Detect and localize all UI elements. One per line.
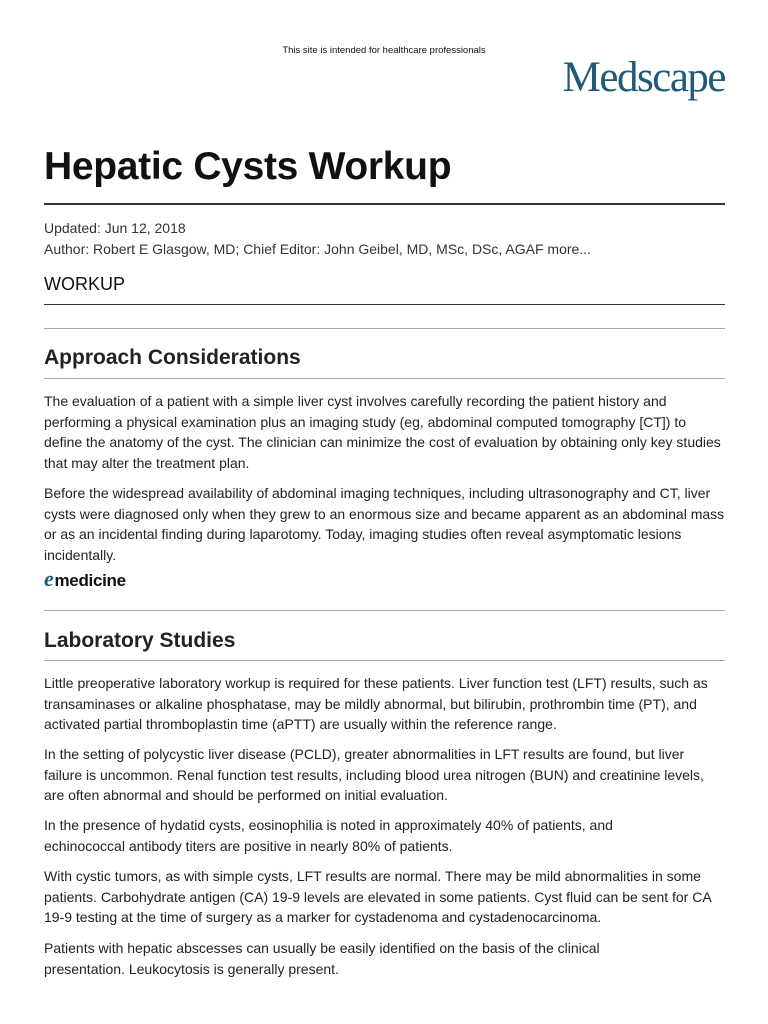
- logo-part-scape: scape: [637, 54, 725, 101]
- professional-notice: This site is intended for healthcare professionals: [282, 45, 486, 56]
- approach-paragraph: Before the widespread availability of abdominal imaging techniques, including ultrasonography and CT, liver cysts were diagnosed only when they grew to an enormous size and became apparent as an abdominal mass or as an incidental finding during laparotomy. Today, imaging studies often reveal asymptomatic lesions incidentally.: [44, 485, 725, 563]
- more-authors-link[interactable]: more...: [547, 241, 591, 257]
- section-label: WORKUP: [44, 274, 125, 294]
- author-line: [44, 241, 591, 257]
- laboratory-heading-divider: [44, 660, 725, 661]
- author-text: Author: Robert E Glasgow, MD; Chief Editor: John Geibel, MD, MSc, DSc, AGAF: [44, 241, 544, 257]
- emedicine-e-mark: e: [44, 566, 54, 591]
- updated-date: Updated: Jun 12, 2018: [44, 220, 186, 236]
- laboratory-paragraph: Little preoperative laboratory workup is required for these patients. Liver function test (LFT) results, such as transaminases or alkaline phosphatase, may be mildly abnormal, but bilirubin, prothrombin time (PT), and activated partial thromboplastin time (aPTT) are usually within the reference range.: [44, 675, 708, 732]
- title-divider: [44, 203, 725, 205]
- laboratory-heading: Laboratory Studies: [44, 629, 236, 652]
- laboratory-paragraph: With cystic tumors, as with simple cysts, LFT results are normal. There may be mild abnormalities in some patients. Carbohydrate antigen (CA) 19-9 levels are elevated in some patients. Cyst fluid can be sent for CA 19-9 testing at the time of surgery as a marker for cystadenoma and cystadenocarcinoma.: [44, 868, 711, 925]
- approach-heading-divider: [44, 378, 725, 379]
- approach-paragraph: The evaluation of a patient with a simple liver cyst involves carefully recording the patient history and performing a physical examination plus an imaging study (eg, abdominal computed tomography [CT]) to define the anatomy of the cyst. The clinician can minimize the cost of evaluation by obtaining only key studies that may alter the treatment plan.: [44, 393, 721, 471]
- section-divider: [44, 610, 725, 611]
- emedicine-text: medicine: [54, 571, 126, 590]
- section-label-divider: [44, 304, 725, 305]
- laboratory-paragraph: In the presence of hydatid cysts, eosinophilia is noted in approximately 40% of patients, and echinococcal antibody titers are positive in nearly 80% of patients.: [44, 817, 613, 854]
- logo-part-med: Med: [562, 54, 637, 101]
- laboratory-paragraph: In the setting of polycystic liver disease (PCLD), greater abnormalities in LFT results are found, but liver failure is uncommon. Renal function test results, including blood urea nitrogen (BUN) and creatinine levels, are often abnormal and should be performed on initial evaluation.: [44, 746, 704, 803]
- section-divider: [44, 328, 725, 329]
- emedicine-logo: [44, 566, 126, 592]
- approach-heading: Approach Considerations: [44, 346, 301, 369]
- page-title: Hepatic Cysts Workup: [44, 145, 452, 188]
- laboratory-paragraph: Patients with hepatic abscesses can usually be easily identified on the basis of the clinical presentation. Leukocytosis is generally present.: [44, 940, 600, 977]
- medscape-logo[interactable]: [563, 56, 725, 99]
